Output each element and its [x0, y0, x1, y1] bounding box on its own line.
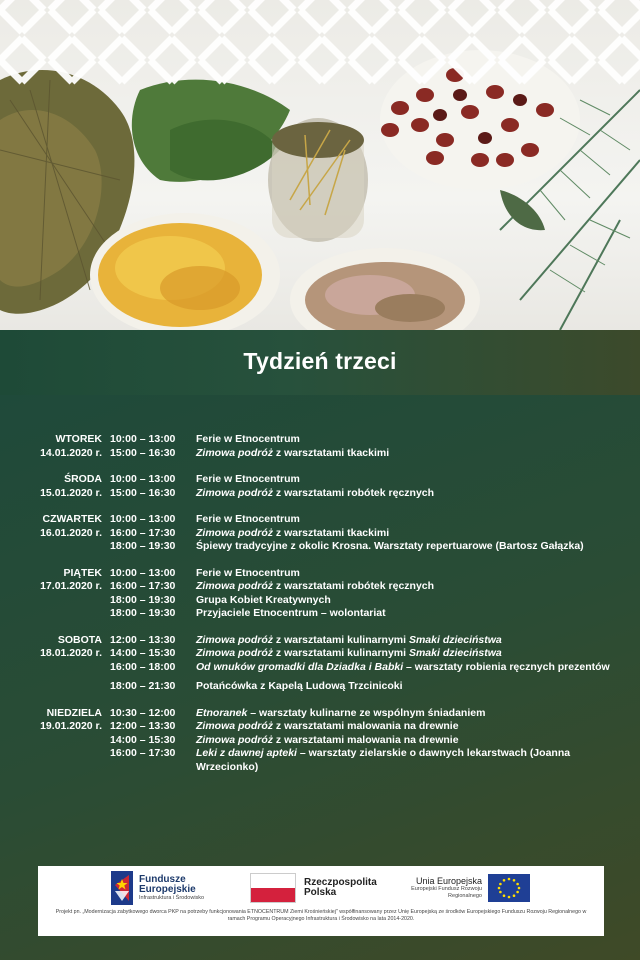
- event-title-italic: Leki z dawnej apteki: [196, 747, 297, 759]
- event-text: – warsztaty robienia ręcznych prezentów: [403, 660, 610, 673]
- fe-subtitle: Infrastruktura i Środowisko: [139, 894, 205, 901]
- pl-title: Rzeczpospolita Polska: [304, 877, 377, 898]
- schedule-day: [0, 707, 640, 775]
- day-label: [30, 433, 102, 460]
- event-title-italic: Zimowa podróż: [196, 633, 273, 646]
- event-description: [196, 540, 626, 554]
- event-time: 14:00 – 15:30: [110, 733, 176, 746]
- day-name: NIEDZIELA: [46, 706, 102, 719]
- event-time: 16:00 – 18:00: [110, 660, 176, 673]
- schedule-day: [0, 567, 640, 621]
- day-date: 14.01.2020 r.: [40, 446, 102, 459]
- event-description: [196, 433, 626, 447]
- event-time: 16:00 – 17:30: [110, 526, 176, 539]
- page-title: Tydzień trzeci: [243, 348, 397, 374]
- event-description: [196, 607, 626, 621]
- event-title-italic: Zimowa podróż: [196, 733, 273, 746]
- day-label: [30, 513, 102, 540]
- event-row: [0, 540, 640, 554]
- herbs-illustration: [0, 0, 640, 330]
- event-text: Potańcówka z Kapelą Ludową Trzcinicoki: [196, 680, 403, 692]
- event-text: – warsztaty zielarskie o dawnych lekarstwach (Joanna Wrzecionko): [196, 747, 571, 773]
- event-title-italic: Od wnuków gromadki dla Dziadka i Babki: [196, 660, 404, 673]
- day-name: PIĄTEK: [63, 566, 102, 579]
- event-time: 14:00 – 15:30: [110, 647, 176, 659]
- event-description: [196, 680, 626, 694]
- event-text: – warsztaty kulinarne ze wspólnym śniadaniem: [247, 706, 486, 719]
- event-time: 15:00 – 16:30: [110, 446, 176, 459]
- event-text: z warsztatami malowania na drewnie: [273, 720, 459, 732]
- event-description: [196, 720, 626, 734]
- day-name: CZWARTEK: [42, 513, 102, 525]
- day-date: 15.01.2020 r.: [40, 486, 102, 499]
- event-row: [0, 594, 640, 608]
- day-date: 16.01.2020 r.: [40, 526, 102, 539]
- event-time: 18:00 – 19:30: [110, 593, 176, 606]
- schedule-day: [0, 634, 640, 694]
- event-text: z warsztatami kulinarnymi: [273, 647, 409, 659]
- event-description: [196, 594, 626, 608]
- day-name: SOBOTA: [57, 633, 102, 646]
- event-description: [196, 647, 626, 661]
- event-description: [196, 580, 626, 594]
- event-time: 10:00 – 13:00: [110, 566, 176, 579]
- schedule-day: [0, 433, 640, 460]
- event-title-italic: Smaki dzieciństwa: [408, 633, 502, 646]
- fundusze-europejskie-logo: [111, 870, 209, 906]
- event-time: 15:00 – 16:30: [110, 486, 176, 499]
- event-title-italic: Smaki dzieciństwa: [408, 647, 502, 659]
- event-description: [196, 734, 626, 748]
- event-time: 12:00 – 13:30: [110, 720, 176, 732]
- event-row: [0, 607, 640, 621]
- event-description: [196, 707, 626, 721]
- event-text: z warsztatami tkackimi: [273, 526, 390, 539]
- eu-title: Unia Europejska: [415, 876, 482, 886]
- event-description: [196, 447, 626, 461]
- event-time: 12:00 – 13:30: [110, 633, 176, 646]
- event-time: 10:00 – 13:00: [110, 473, 176, 485]
- polish-flag-icon: [250, 873, 296, 903]
- event-text: z warsztatami robótek ręcznych: [273, 580, 435, 592]
- event-row: [0, 747, 640, 774]
- event-description: [196, 473, 626, 487]
- event-title-italic: Zimowa podróż: [196, 647, 273, 659]
- fe-star-icon: [111, 871, 133, 905]
- day-label: [30, 707, 102, 734]
- day-label: [30, 567, 102, 594]
- day-date: 17.01.2020 r.: [40, 580, 102, 592]
- title-band: [0, 330, 640, 395]
- day-label: [30, 634, 102, 661]
- event-text: Przyjaciele Etnocentrum – wolontariat: [196, 607, 386, 619]
- day-date: 19.01.2020 r.: [40, 720, 102, 732]
- event-time: 10:00 – 13:00: [110, 433, 176, 445]
- event-description: [196, 527, 626, 541]
- event-text: Ferie w Etnocentrum: [196, 566, 300, 579]
- event-time: 16:00 – 17:30: [110, 580, 176, 592]
- event-time: 18:00 – 21:30: [110, 680, 176, 692]
- day-label: [30, 473, 102, 500]
- event-text: z warsztatami robótek ręcznych: [273, 486, 435, 499]
- event-text: z warsztatami tkackimi: [273, 446, 390, 459]
- event-time: 16:00 – 17:30: [110, 747, 176, 759]
- event-description: [196, 487, 626, 501]
- event-description: [196, 661, 626, 675]
- event-text: Ferie w Etnocentrum: [196, 433, 300, 445]
- event-description: [196, 567, 626, 581]
- event-title-italic: Zimowa podróż: [196, 720, 273, 732]
- event-text: Ferie w Etnocentrum: [196, 513, 300, 525]
- event-text: z warsztatami malowania na drewnie: [273, 733, 459, 746]
- event-time: 18:00 – 19:30: [110, 607, 176, 619]
- hero-herbs-image: [0, 0, 640, 330]
- event-text: Śpiewy tradycyjne z okolic Krosna. Warsztaty repertuarowe (Bartosz Gałązka): [196, 540, 584, 552]
- event-title-italic: Zimowa podróż: [196, 580, 273, 592]
- schedule-day: [0, 513, 640, 554]
- event-time: 10:00 – 13:00: [110, 513, 176, 525]
- event-text: z warsztatami kulinarnymi: [273, 633, 409, 646]
- day-name: WTOREK: [55, 433, 102, 445]
- event-time: 18:00 – 19:30: [110, 540, 176, 552]
- event-row: [0, 680, 640, 694]
- event-time: 10:30 – 12:00: [110, 706, 176, 719]
- event-text: Ferie w Etnocentrum: [196, 473, 300, 485]
- event-description: [196, 747, 626, 774]
- event-title-italic: Zimowa podróż: [196, 526, 273, 539]
- schedule-day: [0, 473, 640, 500]
- funding-footer: [38, 866, 604, 936]
- fe-title: Fundusze Europejskie: [139, 873, 196, 895]
- day-date: 18.01.2020 r.: [40, 647, 102, 659]
- event-description: [196, 513, 626, 527]
- rzeczpospolita-polska-logo: [250, 870, 380, 906]
- funding-note: Projekt pn. „Modernizacja zabytkowego dworca PKP na potrzeby funkcjonowania ETNOCENTRUM Ziemi Krośnieńskiej" współfinansowany przez Unię Europejską ze środków Europejskiego Funduszu Rozwoju Regionalnego w ramach Programu Operacyjnego Infrastruktura i Środowisko na lata 2014-2020.: [55, 909, 587, 923]
- schedule-list: [0, 433, 640, 787]
- eu-flag-icon: [488, 874, 530, 902]
- unia-europejska-logo: [402, 870, 530, 906]
- event-row: [0, 661, 640, 675]
- event-title-italic: Zimowa podróż: [196, 486, 273, 499]
- event-description: [196, 634, 626, 648]
- day-name: ŚRODA: [64, 473, 102, 485]
- event-row: [0, 734, 640, 748]
- event-title-italic: Zimowa podróż: [196, 446, 273, 459]
- eu-subtitle: Europejski Fundusz Rozwoju Regionalnego: [411, 886, 482, 899]
- event-title-italic: Etnoranek: [196, 706, 248, 719]
- event-text: Grupa Kobiet Kreatywnych: [196, 593, 331, 606]
